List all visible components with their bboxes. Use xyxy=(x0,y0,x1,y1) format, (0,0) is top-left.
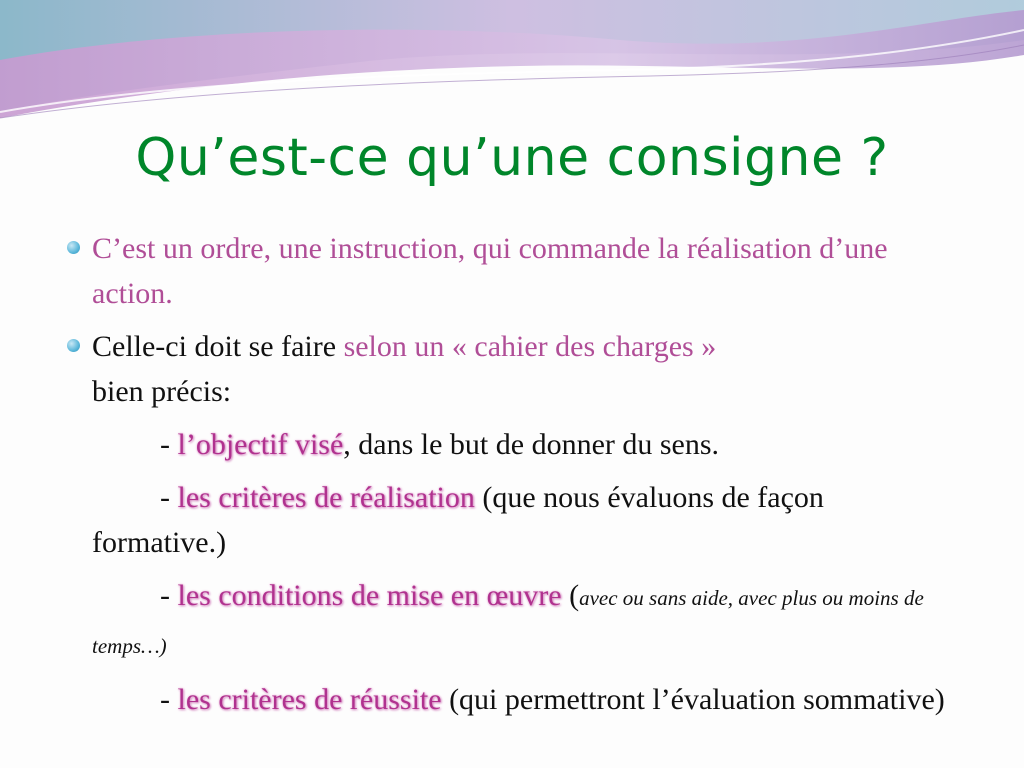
slide-content xyxy=(62,226,962,730)
sub-item-1 xyxy=(62,422,962,467)
sub-item-4 xyxy=(62,677,962,722)
dash: - xyxy=(160,428,170,461)
sub-item-3-rest: avec ou sans aide, avec plus ou moins de temps…) xyxy=(92,586,924,658)
sub-item-2 xyxy=(62,475,962,565)
bullet-2-highlight: selon un « cahier des charges » xyxy=(343,330,717,363)
sub-item-4-highlight: les critères de réussite xyxy=(177,683,442,716)
sub-item-2-highlight: les critères de réalisation xyxy=(177,481,475,514)
decorative-waves xyxy=(0,0,1024,130)
sub-item-3-paren: ( xyxy=(569,579,580,612)
sub-item-1-highlight: l’objectif visé xyxy=(177,428,344,461)
slide-title: Qu’est-ce qu’une consigne ? xyxy=(135,128,889,188)
sub-item-3-highlight: les conditions de mise en œuvre xyxy=(177,579,562,612)
bullet-dot-icon xyxy=(67,241,80,254)
bullet-2 xyxy=(62,324,962,414)
bullet-2-prefix: Celle-ci doit se faire xyxy=(92,330,337,363)
dash: - xyxy=(160,579,170,612)
bullet-2-suffix: bien précis: xyxy=(92,375,232,408)
sub-item-3 xyxy=(62,573,962,669)
sub-item-2-rest: (que nous évaluons de façon formative.) xyxy=(92,481,824,559)
dash: - xyxy=(160,481,170,514)
bullet-1-text: C’est un ordre, une instruction, qui commande la réalisation d’une action. xyxy=(92,232,888,310)
dash: - xyxy=(160,683,170,716)
bullet-1 xyxy=(62,226,962,316)
bullet-dot-icon xyxy=(67,339,80,352)
sub-item-4-rest: (qui permettront l’évaluation sommative) xyxy=(449,683,945,716)
sub-item-1-rest: , dans le but de donner du sens. xyxy=(343,428,720,461)
